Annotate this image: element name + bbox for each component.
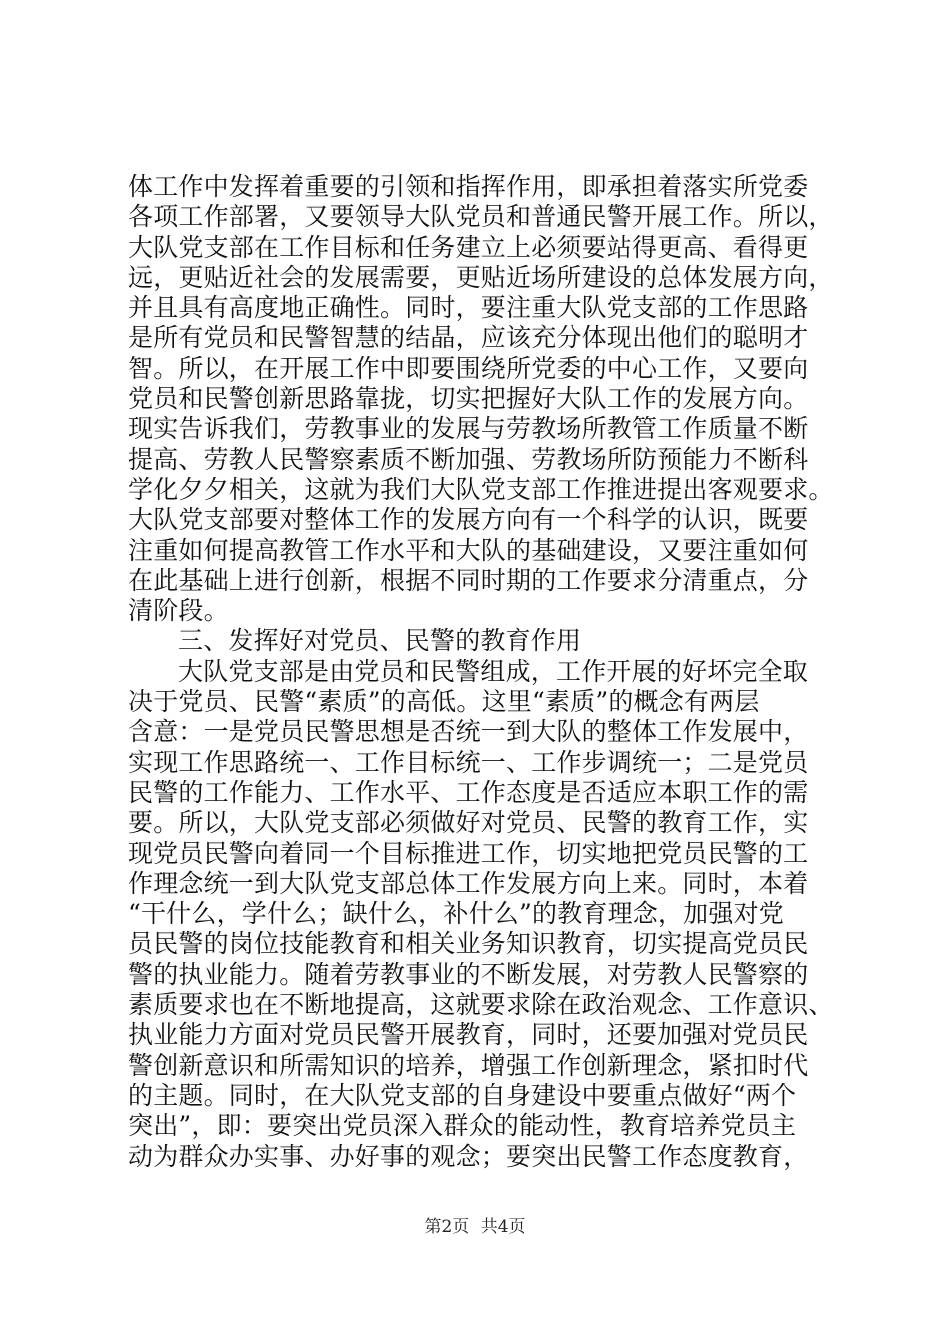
text-line: 的主题。同时，在大队党支部的自身建设中要重点做好“两个: [128, 1080, 797, 1110]
text-line: 含意：一是党员民警思想是否统一到大队的整体工作发展中，: [128, 717, 809, 747]
text-line: 智。所以，在开展工作中即要围绕所党委的中心工作，又要向: [128, 353, 809, 383]
document-body: [128, 172, 834, 1172]
text-line: 员民警的岗位技能教育和相关业务知识教育，切实提高党员民: [128, 929, 809, 959]
page-footer: [0, 1216, 950, 1238]
text-line: 并且具有高度地正确性。同时，要注重大队党支部的工作思路: [128, 293, 809, 323]
text-line: 清阶段。: [128, 596, 229, 626]
text-line: 决于党员、民警“素质”的高低。这里“素质”的概念有两层: [128, 687, 760, 717]
text-line: 是所有党员和民警智慧的结晶，应该充分体现出他们的聪明才: [128, 323, 809, 353]
text-line: 要。所以，大队党支部必须做好对党员、民警的教育工作，实: [128, 808, 809, 838]
page-number: 第2页: [424, 1217, 470, 1237]
text-line: 提高、劳教人民警察素质不断加强、劳教场所防预能力不断科: [128, 444, 809, 474]
text-line: 学化夕夕相关，这就为我们大队党支部工作推进提出客观要求。: [128, 474, 834, 504]
text-line: 突出”，即：要突出党员深入群众的能动性，教育培养党员主: [128, 1111, 797, 1141]
text-line: 大队党支部在工作目标和任务建立上必须要站得更高、看得更: [128, 232, 809, 262]
text-line: 现党员民警向着同一个目标推进工作，切实地把党员民警的工: [128, 838, 809, 868]
text-line: 三、发挥好对党员、民警的教育作用: [178, 626, 582, 656]
text-line: 各项工作部署，又要领导大队党员和普通民警开展工作。所以，: [128, 202, 834, 232]
text-line: 警的执业能力。随着劳教事业的不断发展，对劳教人民警察的: [128, 959, 809, 989]
text-line: “干什么，学什么；缺什么，补什么”的教育理念，加强对党: [128, 899, 784, 929]
text-line: 注重如何提高教管工作水平和大队的基础建设，又要注重如何: [128, 535, 809, 565]
text-line: 实现工作思路统一、工作目标统一、工作步调统一；二是党员: [128, 747, 809, 777]
text-line: 作理念统一到大队党支部总体工作发展方向上来。同时，本着: [128, 868, 809, 898]
text-line: 执业能力方面对党员民警开展教育，同时，还要加强对党员民: [128, 1020, 809, 1050]
text-line: 体工作中发挥着重要的引领和指挥作用，即承担着落实所党委: [128, 172, 809, 201]
text-line: 在此基础上进行创新，根据不同时期的工作要求分清重点，分: [128, 565, 809, 595]
text-line: 民警的工作能力、工作水平、工作态度是否适应本职工作的需: [128, 777, 809, 807]
text-line: 现实告诉我们，劳教事业的发展与劳教场所教管工作质量不断: [128, 414, 809, 444]
text-line: 大队党支部是由党员和民警组成，工作开展的好坏完全取: [178, 656, 809, 686]
text-line: 党员和民警创新思路靠拢，切实把握好大队工作的发展方向。: [128, 384, 809, 414]
text-line: 大队党支部要对整体工作的发展方向有一个科学的认识，既要: [128, 505, 809, 535]
text-line: 远，更贴近社会的发展需要，更贴近场所建设的总体发展方向，: [128, 262, 834, 292]
text-line: 动为群众办实事、办好事的观念；要突出民警工作态度教育，: [128, 1141, 809, 1171]
text-line: 警创新意识和所需知识的培养，增强工作创新理念，紧扣时代: [128, 1050, 809, 1080]
text-line: 素质要求也在不断地提高，这就要求除在政治观念、工作意识、: [128, 990, 834, 1020]
page-total: 共4页: [480, 1217, 526, 1237]
